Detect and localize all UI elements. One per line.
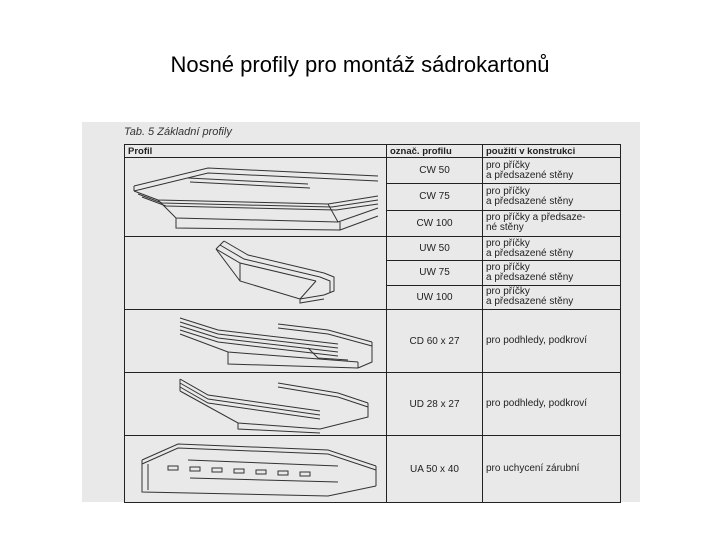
- table-header-row: [125, 145, 621, 158]
- profile-usage: pro příčky a předsazené stěny: [483, 237, 621, 261]
- profile-usage: pro příčky a předsazené stěny: [483, 184, 621, 210]
- table-row: [125, 237, 621, 261]
- profile-label: CW 75: [387, 184, 483, 210]
- profile-label: CW 50: [387, 158, 483, 184]
- header-profile: Profil: [125, 145, 387, 158]
- profile-usage: pro příčky a předsazené stěny: [483, 261, 621, 285]
- UA-profile-icon: [128, 436, 390, 502]
- page-title: Nosné profily pro montáž sádrokartonů: [170, 52, 550, 77]
- cd-profile-drawing: [125, 310, 387, 373]
- profile-label: UW 100: [387, 285, 483, 309]
- profile-label: UW 75: [387, 261, 483, 285]
- scanned-table-image: [82, 122, 640, 502]
- uw-profile-drawing: [125, 237, 387, 310]
- profile-label: CD 60 x 27: [387, 310, 483, 373]
- table-row: [125, 158, 621, 184]
- profile-label: UA 50 x 40: [387, 436, 483, 503]
- CW-profile-icon: [128, 158, 390, 236]
- profile-label: UW 50: [387, 237, 483, 261]
- profile-usage: pro příčky a předsazené stěny: [483, 285, 621, 309]
- profiles-table: [124, 144, 621, 503]
- profile-usage: pro podhledy, podkroví: [483, 310, 621, 373]
- profile-usage: pro příčky a předsazené stěny: [483, 158, 621, 184]
- UD-profile-icon: [128, 373, 390, 435]
- table-caption: Tab. 5 Základní profily: [124, 126, 232, 138]
- UW-profile-icon: [128, 237, 390, 309]
- ua-profile-drawing: [125, 436, 387, 503]
- table-row: [125, 373, 621, 436]
- profile-usage: pro uchycení zárubní: [483, 436, 621, 503]
- table-row: [125, 310, 621, 373]
- header-designation: označ. profilu: [387, 145, 483, 158]
- table-row: [125, 436, 621, 503]
- ud-profile-drawing: [125, 373, 387, 436]
- profile-label: UD 28 x 27: [387, 373, 483, 436]
- cw-profile-drawing: [125, 158, 387, 237]
- header-usage: použití v konstrukci: [483, 145, 621, 158]
- CD-profile-icon: [128, 310, 390, 372]
- profile-usage: pro podhledy, podkroví: [483, 373, 621, 436]
- profile-label: CW 100: [387, 210, 483, 236]
- profile-usage: pro příčky a předsaze- né stěny: [483, 210, 621, 236]
